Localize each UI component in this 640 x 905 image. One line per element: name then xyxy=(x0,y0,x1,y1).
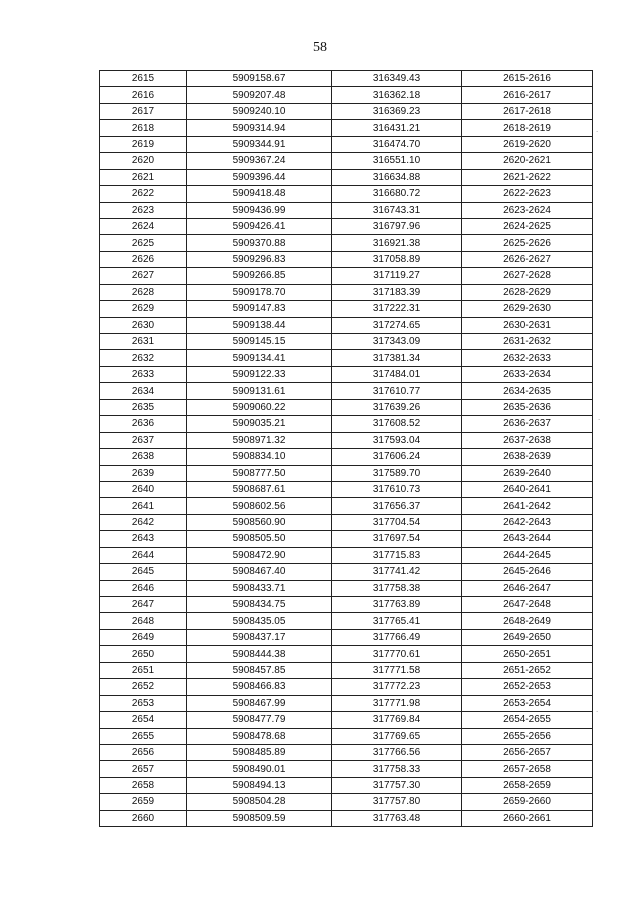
x-coordinate-cell: 5908434.75 xyxy=(187,597,332,613)
segment-cell: 2658-2659 xyxy=(462,777,593,793)
point-number-cell: 2643 xyxy=(100,531,187,547)
y-coordinate-cell: 316797.96 xyxy=(332,218,462,234)
segment-cell: 2618-2619 xyxy=(462,120,593,136)
y-coordinate-cell: 317763.89 xyxy=(332,597,462,613)
point-number-cell: 2624 xyxy=(100,218,187,234)
x-coordinate-cell: 5909266.85 xyxy=(187,268,332,284)
y-coordinate-cell: 317589.70 xyxy=(332,465,462,481)
segment-cell: 2641-2642 xyxy=(462,498,593,514)
x-coordinate-cell: 5909240.10 xyxy=(187,103,332,119)
point-number-cell: 2622 xyxy=(100,186,187,202)
point-number-cell: 2634 xyxy=(100,383,187,399)
point-number-cell: 2642 xyxy=(100,514,187,530)
x-coordinate-cell: 5908834.10 xyxy=(187,449,332,465)
x-coordinate-cell: 5909370.88 xyxy=(187,235,332,251)
y-coordinate-cell: 317608.52 xyxy=(332,416,462,432)
segment-cell: 2648-2649 xyxy=(462,613,593,629)
segment-cell: 2627-2628 xyxy=(462,268,593,284)
point-number-cell: 2652 xyxy=(100,679,187,695)
segment-cell: 2634-2635 xyxy=(462,383,593,399)
table-row xyxy=(100,103,593,119)
y-coordinate-cell: 317757.30 xyxy=(332,777,462,793)
y-coordinate-cell: 317766.49 xyxy=(332,629,462,645)
segment-cell: 2650-2651 xyxy=(462,646,593,662)
point-number-cell: 2632 xyxy=(100,350,187,366)
table-row xyxy=(100,71,593,87)
table-row xyxy=(100,547,593,563)
segment-cell: 2626-2627 xyxy=(462,251,593,267)
coordinates-table xyxy=(99,70,593,827)
x-coordinate-cell: 5909178.70 xyxy=(187,284,332,300)
segment-cell: 2625-2626 xyxy=(462,235,593,251)
y-coordinate-cell: 317343.09 xyxy=(332,334,462,350)
x-coordinate-cell: 5909426.41 xyxy=(187,218,332,234)
y-coordinate-cell: 317757.80 xyxy=(332,794,462,810)
x-coordinate-cell: 5909436.99 xyxy=(187,202,332,218)
point-number-cell: 2639 xyxy=(100,465,187,481)
segment-cell: 2659-2660 xyxy=(462,794,593,810)
point-number-cell: 2635 xyxy=(100,399,187,415)
segment-cell: 2649-2650 xyxy=(462,629,593,645)
table-row xyxy=(100,399,593,415)
y-coordinate-cell: 317765.41 xyxy=(332,613,462,629)
table-row xyxy=(100,465,593,481)
y-coordinate-cell: 317606.24 xyxy=(332,449,462,465)
scan-speck: · xyxy=(596,128,599,136)
segment-cell: 2643-2644 xyxy=(462,531,593,547)
x-coordinate-cell: 5908602.56 xyxy=(187,498,332,514)
point-number-cell: 2655 xyxy=(100,728,187,744)
point-number-cell: 2621 xyxy=(100,169,187,185)
point-number-cell: 2629 xyxy=(100,301,187,317)
point-number-cell: 2619 xyxy=(100,136,187,152)
point-number-cell: 2649 xyxy=(100,629,187,645)
x-coordinate-cell: 5908504.28 xyxy=(187,794,332,810)
x-coordinate-cell: 5908485.89 xyxy=(187,744,332,760)
x-coordinate-cell: 5908437.17 xyxy=(187,629,332,645)
table-row xyxy=(100,87,593,103)
point-number-cell: 2658 xyxy=(100,777,187,793)
x-coordinate-cell: 5909145.15 xyxy=(187,334,332,350)
point-number-cell: 2615 xyxy=(100,71,187,87)
table-row xyxy=(100,794,593,810)
table-row xyxy=(100,481,593,497)
segment-cell: 2632-2633 xyxy=(462,350,593,366)
segment-cell: 2619-2620 xyxy=(462,136,593,152)
segment-cell: 2644-2645 xyxy=(462,547,593,563)
table-row xyxy=(100,268,593,284)
y-coordinate-cell: 316369.23 xyxy=(332,103,462,119)
point-number-cell: 2651 xyxy=(100,662,187,678)
x-coordinate-cell: 5909158.67 xyxy=(187,71,332,87)
x-coordinate-cell: 5908478.68 xyxy=(187,728,332,744)
x-coordinate-cell: 5909367.24 xyxy=(187,153,332,169)
x-coordinate-cell: 5908466.83 xyxy=(187,679,332,695)
x-coordinate-cell: 5908560.90 xyxy=(187,514,332,530)
y-coordinate-cell: 317484.01 xyxy=(332,366,462,382)
segment-cell: 2660-2661 xyxy=(462,810,593,826)
segment-cell: 2628-2629 xyxy=(462,284,593,300)
segment-cell: 2639-2640 xyxy=(462,465,593,481)
segment-cell: 2654-2655 xyxy=(462,712,593,728)
x-coordinate-cell: 5909296.83 xyxy=(187,251,332,267)
point-number-cell: 2647 xyxy=(100,597,187,613)
table-row xyxy=(100,679,593,695)
x-coordinate-cell: 5909060.22 xyxy=(187,399,332,415)
x-coordinate-cell: 5909035.21 xyxy=(187,416,332,432)
table-row xyxy=(100,514,593,530)
segment-cell: 2637-2638 xyxy=(462,432,593,448)
y-coordinate-cell: 316474.70 xyxy=(332,136,462,152)
table-row xyxy=(100,810,593,826)
segment-cell: 2630-2631 xyxy=(462,317,593,333)
point-number-cell: 2653 xyxy=(100,695,187,711)
point-number-cell: 2641 xyxy=(100,498,187,514)
x-coordinate-cell: 5908494.13 xyxy=(187,777,332,793)
segment-cell: 2636-2637 xyxy=(462,416,593,432)
y-coordinate-cell: 316431.21 xyxy=(332,120,462,136)
scan-speck: · xyxy=(596,708,599,716)
y-coordinate-cell: 317610.77 xyxy=(332,383,462,399)
table-row xyxy=(100,580,593,596)
segment-cell: 2656-2657 xyxy=(462,744,593,760)
segment-cell: 2633-2634 xyxy=(462,366,593,382)
segment-cell: 2640-2641 xyxy=(462,481,593,497)
x-coordinate-cell: 5908435.05 xyxy=(187,613,332,629)
y-coordinate-cell: 316634.88 xyxy=(332,169,462,185)
y-coordinate-cell: 316921.38 xyxy=(332,235,462,251)
point-number-cell: 2620 xyxy=(100,153,187,169)
y-coordinate-cell: 316551.10 xyxy=(332,153,462,169)
table-row xyxy=(100,449,593,465)
y-coordinate-cell: 317770.61 xyxy=(332,646,462,662)
segment-cell: 2629-2630 xyxy=(462,301,593,317)
table-row xyxy=(100,728,593,744)
table-row xyxy=(100,350,593,366)
x-coordinate-cell: 5909396.44 xyxy=(187,169,332,185)
segment-cell: 2642-2643 xyxy=(462,514,593,530)
y-coordinate-cell: 316362.18 xyxy=(332,87,462,103)
segment-cell: 2652-2653 xyxy=(462,679,593,695)
point-number-cell: 2618 xyxy=(100,120,187,136)
table-row xyxy=(100,251,593,267)
page-number: 58 xyxy=(313,40,327,55)
segment-cell: 2635-2636 xyxy=(462,399,593,415)
y-coordinate-cell: 317183.39 xyxy=(332,284,462,300)
x-coordinate-cell: 5908490.01 xyxy=(187,761,332,777)
segment-cell: 2615-2616 xyxy=(462,71,593,87)
table-row xyxy=(100,301,593,317)
y-coordinate-cell: 317656.37 xyxy=(332,498,462,514)
point-number-cell: 2656 xyxy=(100,744,187,760)
x-coordinate-cell: 5908467.99 xyxy=(187,695,332,711)
table-row xyxy=(100,235,593,251)
point-number-cell: 2645 xyxy=(100,564,187,580)
table-row xyxy=(100,761,593,777)
y-coordinate-cell: 317639.26 xyxy=(332,399,462,415)
table-row xyxy=(100,531,593,547)
x-coordinate-cell: 5908457.85 xyxy=(187,662,332,678)
point-number-cell: 2657 xyxy=(100,761,187,777)
segment-cell: 2620-2621 xyxy=(462,153,593,169)
scan-speck: · xyxy=(598,416,601,424)
table-row xyxy=(100,136,593,152)
y-coordinate-cell: 317274.65 xyxy=(332,317,462,333)
point-number-cell: 2627 xyxy=(100,268,187,284)
point-number-cell: 2654 xyxy=(100,712,187,728)
point-number-cell: 2659 xyxy=(100,794,187,810)
table-row xyxy=(100,383,593,399)
x-coordinate-cell: 5908467.40 xyxy=(187,564,332,580)
x-coordinate-cell: 5909138.44 xyxy=(187,317,332,333)
y-coordinate-cell: 317758.33 xyxy=(332,761,462,777)
point-number-cell: 2644 xyxy=(100,547,187,563)
x-coordinate-cell: 5909122.33 xyxy=(187,366,332,382)
table-row xyxy=(100,712,593,728)
table-row xyxy=(100,695,593,711)
point-number-cell: 2628 xyxy=(100,284,187,300)
table-row xyxy=(100,202,593,218)
y-coordinate-cell: 317741.42 xyxy=(332,564,462,580)
segment-cell: 2631-2632 xyxy=(462,334,593,350)
x-coordinate-cell: 5908505.50 xyxy=(187,531,332,547)
x-coordinate-cell: 5909344.91 xyxy=(187,136,332,152)
x-coordinate-cell: 5908971.32 xyxy=(187,432,332,448)
segment-cell: 2623-2624 xyxy=(462,202,593,218)
y-coordinate-cell: 317766.56 xyxy=(332,744,462,760)
segment-cell: 2616-2617 xyxy=(462,87,593,103)
table-row xyxy=(100,432,593,448)
y-coordinate-cell: 317381.34 xyxy=(332,350,462,366)
table-row xyxy=(100,169,593,185)
y-coordinate-cell: 317771.98 xyxy=(332,695,462,711)
x-coordinate-cell: 5909418.48 xyxy=(187,186,332,202)
table-row xyxy=(100,186,593,202)
segment-cell: 2651-2652 xyxy=(462,662,593,678)
y-coordinate-cell: 317715.83 xyxy=(332,547,462,563)
point-number-cell: 2646 xyxy=(100,580,187,596)
x-coordinate-cell: 5909207.48 xyxy=(187,87,332,103)
table-row xyxy=(100,334,593,350)
y-coordinate-cell: 317119.27 xyxy=(332,268,462,284)
point-number-cell: 2637 xyxy=(100,432,187,448)
table-row xyxy=(100,153,593,169)
y-coordinate-cell: 317610.73 xyxy=(332,481,462,497)
x-coordinate-cell: 5908472.90 xyxy=(187,547,332,563)
x-coordinate-cell: 5908477.79 xyxy=(187,712,332,728)
x-coordinate-cell: 5908687.61 xyxy=(187,481,332,497)
segment-cell: 2657-2658 xyxy=(462,761,593,777)
point-number-cell: 2650 xyxy=(100,646,187,662)
y-coordinate-cell: 317058.89 xyxy=(332,251,462,267)
table-row xyxy=(100,416,593,432)
segment-cell: 2645-2646 xyxy=(462,564,593,580)
point-number-cell: 2616 xyxy=(100,87,187,103)
segment-cell: 2617-2618 xyxy=(462,103,593,119)
table-row xyxy=(100,317,593,333)
y-coordinate-cell: 317222.31 xyxy=(332,301,462,317)
y-coordinate-cell: 317769.65 xyxy=(332,728,462,744)
y-coordinate-cell: 316680.72 xyxy=(332,186,462,202)
segment-cell: 2624-2625 xyxy=(462,218,593,234)
point-number-cell: 2636 xyxy=(100,416,187,432)
x-coordinate-cell: 5908509.59 xyxy=(187,810,332,826)
point-number-cell: 2640 xyxy=(100,481,187,497)
y-coordinate-cell: 317772.23 xyxy=(332,679,462,695)
y-coordinate-cell: 317769.84 xyxy=(332,712,462,728)
table-row xyxy=(100,218,593,234)
y-coordinate-cell: 316743.31 xyxy=(332,202,462,218)
point-number-cell: 2631 xyxy=(100,334,187,350)
segment-cell: 2638-2639 xyxy=(462,449,593,465)
x-coordinate-cell: 5909147.83 xyxy=(187,301,332,317)
y-coordinate-cell: 317758.38 xyxy=(332,580,462,596)
y-coordinate-cell: 317593.04 xyxy=(332,432,462,448)
y-coordinate-cell: 317763.48 xyxy=(332,810,462,826)
point-number-cell: 2623 xyxy=(100,202,187,218)
segment-cell: 2653-2654 xyxy=(462,695,593,711)
segment-cell: 2621-2622 xyxy=(462,169,593,185)
table-row xyxy=(100,284,593,300)
table-row xyxy=(100,564,593,580)
point-number-cell: 2638 xyxy=(100,449,187,465)
coordinates-table-body xyxy=(100,71,593,827)
y-coordinate-cell: 317771.58 xyxy=(332,662,462,678)
y-coordinate-cell: 317697.54 xyxy=(332,531,462,547)
point-number-cell: 2630 xyxy=(100,317,187,333)
x-coordinate-cell: 5909131.61 xyxy=(187,383,332,399)
x-coordinate-cell: 5909314.94 xyxy=(187,120,332,136)
y-coordinate-cell: 317704.54 xyxy=(332,514,462,530)
segment-cell: 2622-2623 xyxy=(462,186,593,202)
table-row xyxy=(100,662,593,678)
point-number-cell: 2648 xyxy=(100,613,187,629)
table-row xyxy=(100,744,593,760)
point-number-cell: 2626 xyxy=(100,251,187,267)
segment-cell: 2646-2647 xyxy=(462,580,593,596)
table-row xyxy=(100,498,593,514)
x-coordinate-cell: 5908777.50 xyxy=(187,465,332,481)
point-number-cell: 2660 xyxy=(100,810,187,826)
table-row xyxy=(100,120,593,136)
point-number-cell: 2617 xyxy=(100,103,187,119)
table-row xyxy=(100,646,593,662)
table-row xyxy=(100,597,593,613)
x-coordinate-cell: 5908433.71 xyxy=(187,580,332,596)
segment-cell: 2647-2648 xyxy=(462,597,593,613)
table-row xyxy=(100,629,593,645)
table-row xyxy=(100,366,593,382)
table-row xyxy=(100,777,593,793)
y-coordinate-cell: 316349.43 xyxy=(332,71,462,87)
x-coordinate-cell: 5909134.41 xyxy=(187,350,332,366)
point-number-cell: 2625 xyxy=(100,235,187,251)
segment-cell: 2655-2656 xyxy=(462,728,593,744)
point-number-cell: 2633 xyxy=(100,366,187,382)
table-row xyxy=(100,613,593,629)
x-coordinate-cell: 5908444.38 xyxy=(187,646,332,662)
